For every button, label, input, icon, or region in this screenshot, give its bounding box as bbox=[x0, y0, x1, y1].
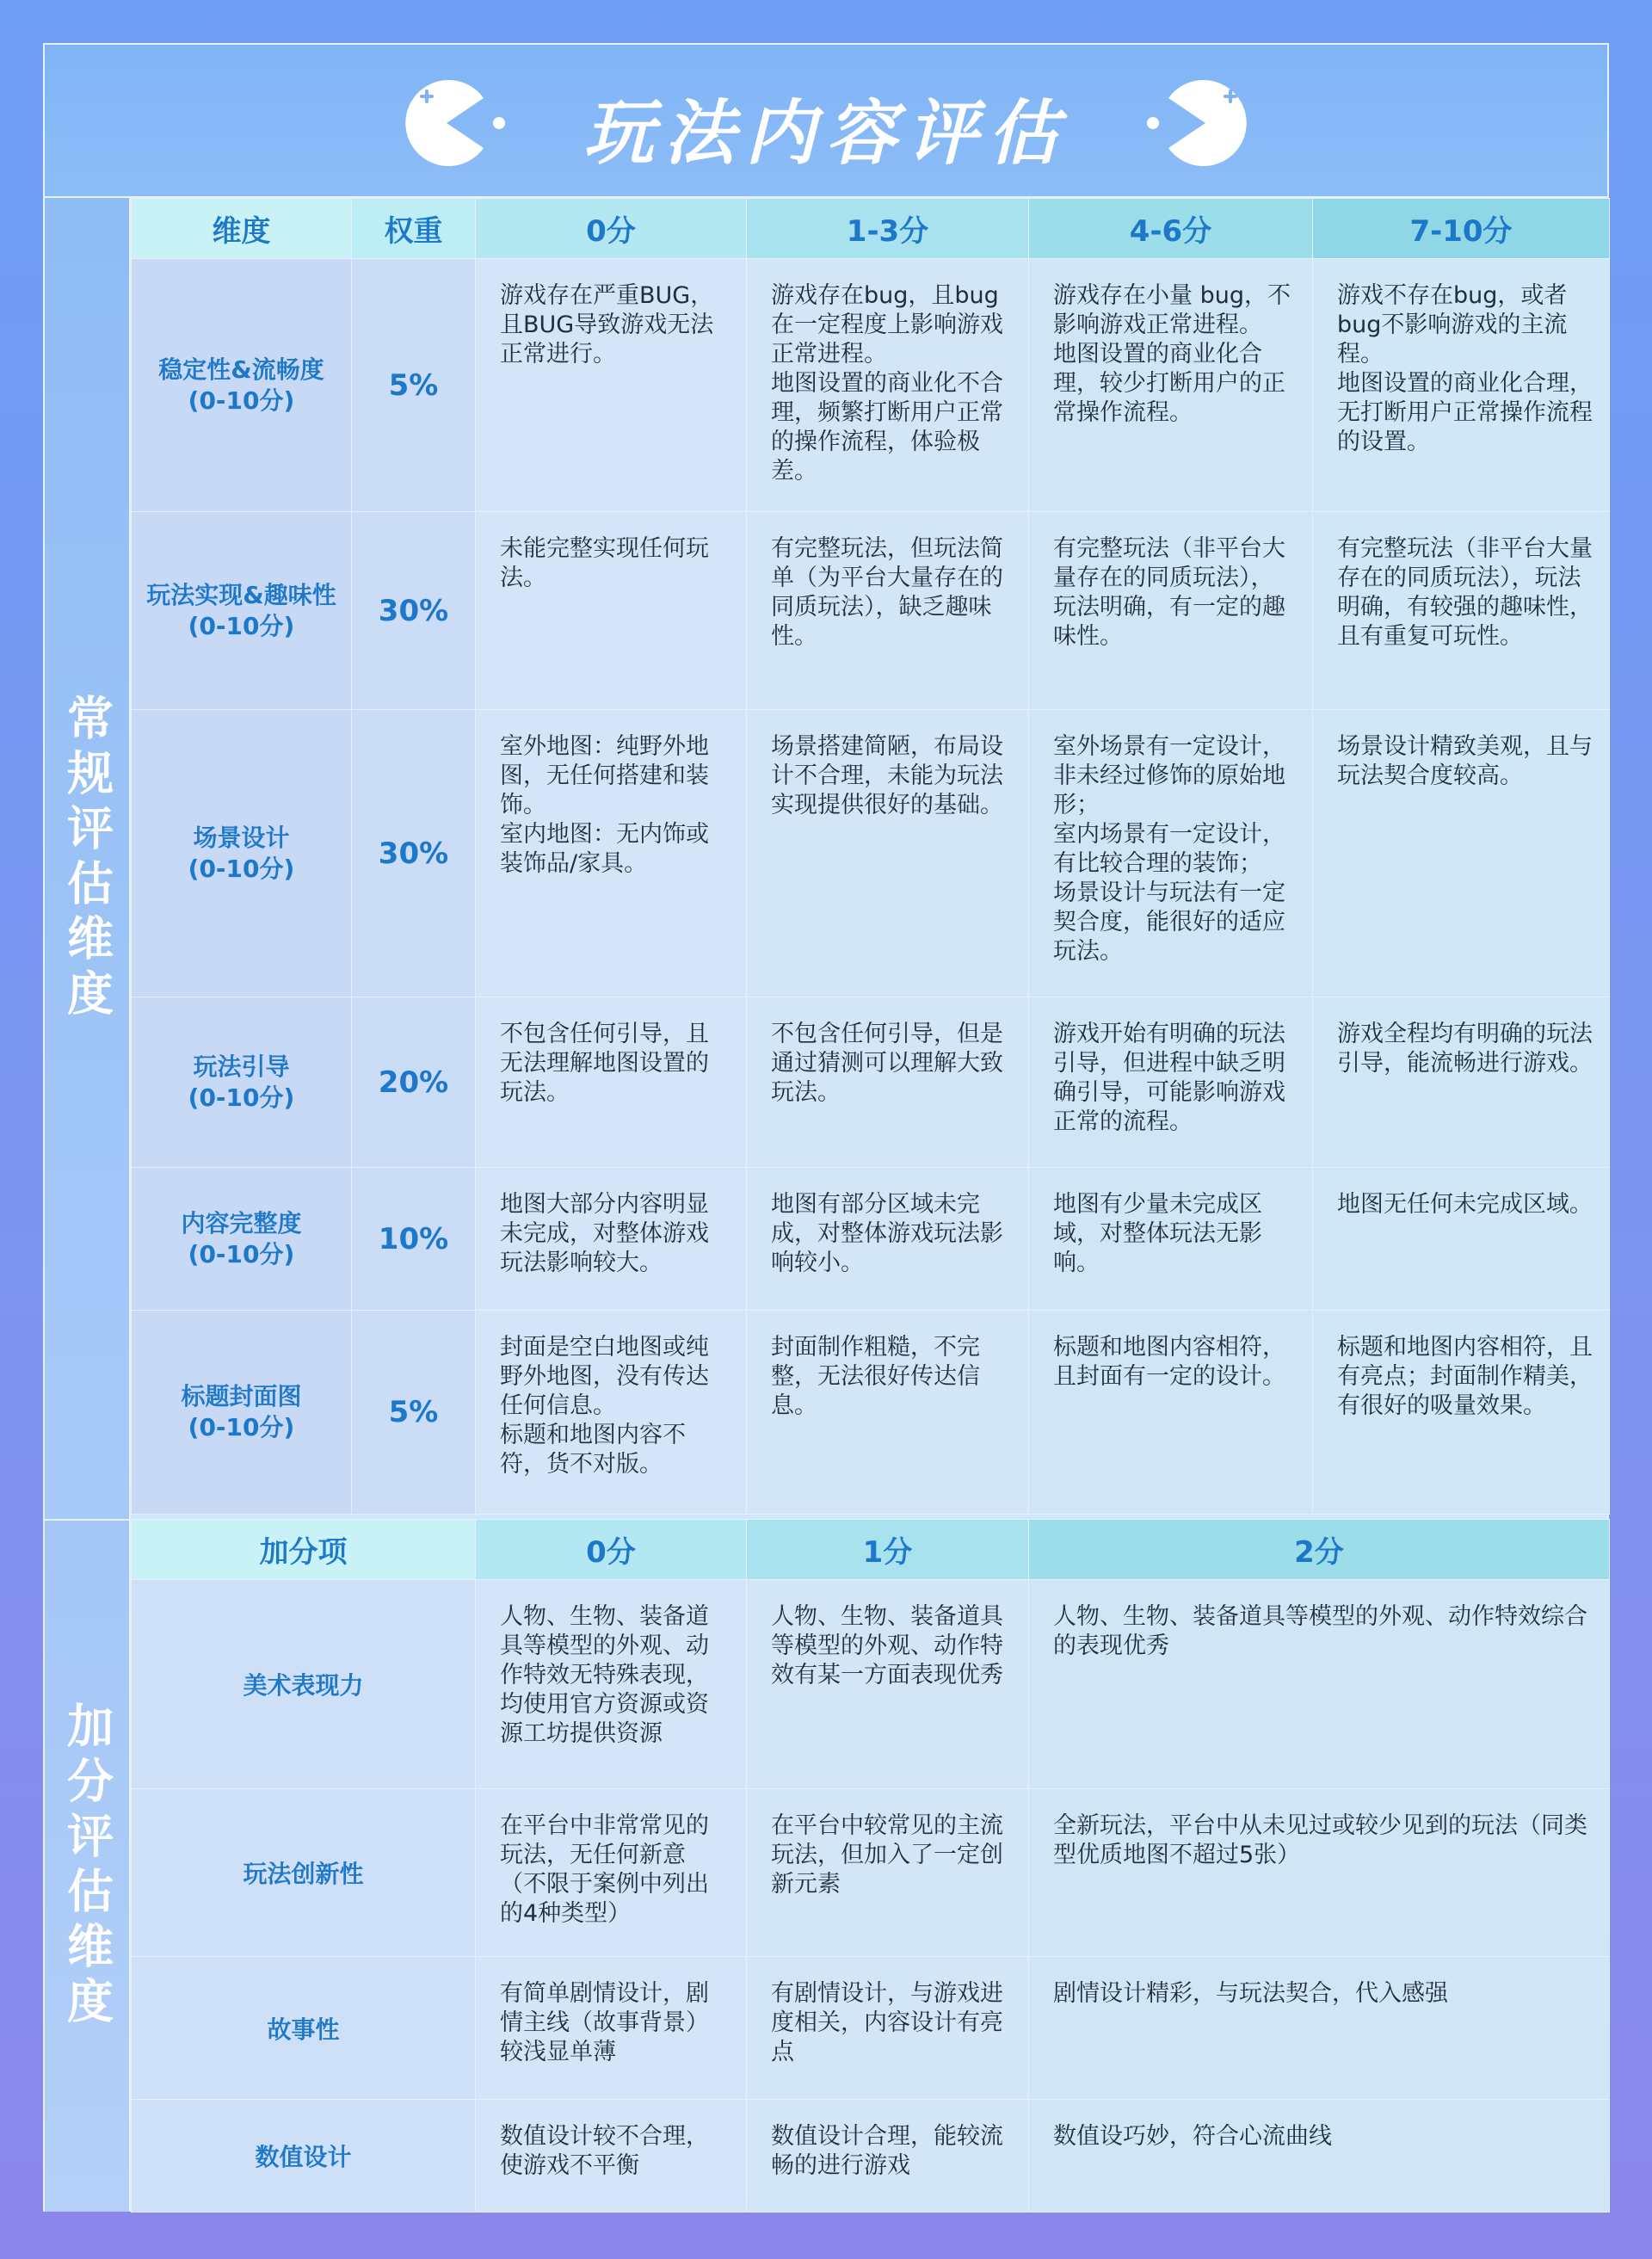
dimension-name: 场景设计 bbox=[193, 823, 290, 852]
dimension-cell bbox=[132, 1168, 352, 1311]
bonus-item-cell: 数值设计 bbox=[132, 2100, 476, 2213]
score-0-cell: 地图大部分内容明显未完成，对整体游戏玩法影响较大。 bbox=[476, 1168, 747, 1311]
score-7-10-cell: 游戏不存在bug，或者bug不影响游戏的主流程。 地图设置的商业化合理，无打断用户正常操作流程的设置。 bbox=[1313, 259, 1610, 512]
table-row bbox=[132, 512, 1610, 710]
dimension-name: 稳定性&流畅度 bbox=[158, 355, 324, 384]
header-banner bbox=[45, 45, 1607, 198]
table-row bbox=[132, 1580, 1610, 1789]
score-1-3-cell: 封面制作粗糙，不完整，无法很好传达信息。 bbox=[747, 1311, 1029, 1515]
bonus-section-label-text: 加分评估维度 bbox=[59, 1700, 114, 2032]
dimension-range: (0-10分) bbox=[188, 386, 295, 415]
table-row bbox=[132, 1168, 1610, 1311]
table-row bbox=[132, 710, 1610, 997]
dimension-cell bbox=[132, 1311, 352, 1515]
score-1-3-cell: 场景搭建简陋，布局设计不合理，未能为玩法实现提供很好的基础。 bbox=[747, 710, 1029, 997]
table-row bbox=[132, 259, 1610, 512]
score-7-10-cell: 标题和地图内容相符，且有亮点；封面制作精美，有很好的吸量效果。 bbox=[1313, 1311, 1610, 1515]
score-0-cell: 不包含任何引导，且无法理解地图设置的玩法。 bbox=[476, 997, 747, 1168]
score-7-10-cell: 场景设计精致美观，且与玩法契合度较高。 bbox=[1313, 710, 1610, 997]
header-bonus-2: 2分 bbox=[1029, 1520, 1610, 1580]
page-title: 玩法内容评估 bbox=[583, 93, 1069, 175]
score-1-3-cell: 不包含任何引导，但是通过猜测可以理解大致玩法。 bbox=[747, 997, 1029, 1168]
regular-section-label-text: 常规评估维度 bbox=[59, 693, 114, 1024]
bonus-2-cell: 数值设巧妙，符合心流曲线 bbox=[1029, 2100, 1610, 2213]
score-1-3-cell: 地图有部分区域未完成，对整体游戏玩法影响较小。 bbox=[747, 1168, 1029, 1311]
evaluation-card bbox=[43, 43, 1609, 2212]
dimension-name: 标题封面图 bbox=[181, 1382, 302, 1410]
dimension-cell bbox=[132, 259, 352, 512]
weight-cell: 5% bbox=[352, 259, 476, 512]
regular-evaluation-table bbox=[131, 198, 1610, 1515]
bonus-0-cell: 人物、生物、装备道具等模型的外观、动作特效无特殊表现，均使用官方资源或资源工坊提供资源 bbox=[476, 1580, 747, 1789]
score-1-3-cell: 有完整玩法，但玩法简单（为平台大量存在的同质玩法），缺乏趣味性。 bbox=[747, 512, 1029, 710]
score-7-10-cell: 游戏全程均有明确的玩法引导，能流畅进行游戏。 bbox=[1313, 997, 1610, 1168]
table-row bbox=[132, 2100, 1610, 2213]
header-score-0: 0分 bbox=[476, 199, 747, 259]
pacman-right-icon bbox=[1134, 76, 1254, 170]
bonus-section-label bbox=[45, 1519, 131, 2212]
weight-cell: 5% bbox=[352, 1311, 476, 1515]
header-score-4-6: 4-6分 bbox=[1029, 199, 1313, 259]
table-row bbox=[132, 1789, 1610, 1957]
weight-cell: 10% bbox=[352, 1168, 476, 1311]
table-header-row bbox=[132, 199, 1610, 259]
bonus-1-cell: 人物、生物、装备道具等模型的外观、动作特效有某一方面表现优秀 bbox=[747, 1580, 1029, 1789]
header-bonus-0: 0分 bbox=[476, 1520, 747, 1580]
bonus-2-cell: 剧情设计精彩，与玩法契合，代入感强 bbox=[1029, 1957, 1610, 2100]
bonus-1-cell: 在平台中较常见的主流玩法，但加入了一定创新元素 bbox=[747, 1789, 1029, 1957]
score-4-6-cell: 地图有少量未完成区域，对整体玩法无影响。 bbox=[1029, 1168, 1313, 1311]
header-score-1-3: 1-3分 bbox=[747, 199, 1029, 259]
header-score-7-10: 7-10分 bbox=[1313, 199, 1610, 259]
bonus-1-cell: 有剧情设计，与游戏进度相关，内容设计有亮点 bbox=[747, 1957, 1029, 2100]
bonus-0-cell: 有简单剧情设计，剧情主线（故事背景）较浅显单薄 bbox=[476, 1957, 747, 2100]
score-4-6-cell: 有完整玩法（非平台大量存在的同质玩法），玩法明确，有一定的趣味性。 bbox=[1029, 512, 1313, 710]
weight-cell: 30% bbox=[352, 512, 476, 710]
score-4-6-cell: 游戏开始有明确的玩法引导，但进程中缺乏明确引导，可能影响游戏正常的流程。 bbox=[1029, 997, 1313, 1168]
bonus-2-cell: 全新玩法，平台中从未见过或较少见到的玩法（同类型优质地图不超过5张） bbox=[1029, 1789, 1610, 1957]
bonus-header-row bbox=[132, 1520, 1610, 1580]
header-weight: 权重 bbox=[352, 199, 476, 259]
header-bonus-1: 1分 bbox=[747, 1520, 1029, 1580]
bonus-item-cell: 美术表现力 bbox=[132, 1580, 476, 1789]
bonus-1-cell: 数值设计合理，能较流畅的进行游戏 bbox=[747, 2100, 1029, 2213]
dimension-range: (0-10分) bbox=[188, 1083, 295, 1112]
bonus-2-cell: 人物、生物、装备道具等模型的外观、动作特效综合的表现优秀 bbox=[1029, 1580, 1610, 1789]
bonus-item-cell: 玩法创新性 bbox=[132, 1789, 476, 1957]
regular-section-label bbox=[45, 198, 131, 1519]
bonus-item-cell: 故事性 bbox=[132, 1957, 476, 2100]
score-1-3-cell: 游戏存在bug，且bug在一定程度上影响游戏正常进程。 地图设置的商业化不合理，频繁打断用户正常的操作流程，体验极差。 bbox=[747, 259, 1029, 512]
score-7-10-cell: 地图无任何未完成区域。 bbox=[1313, 1168, 1610, 1311]
score-4-6-cell: 游戏存在小量 bug，不影响游戏正常进程。 地图设置的商业化合理，较少打断用户的正常操作流程。 bbox=[1029, 259, 1313, 512]
dimension-name: 玩法实现&趣味性 bbox=[146, 580, 336, 609]
score-4-6-cell: 室外场景有一定设计，非未经过修饰的原始地形； 室内场景有一定设计，有比较合理的装饰； 场景设计与玩法有一定契合度，能很好的适应玩法。 bbox=[1029, 710, 1313, 997]
bonus-0-cell: 在平台中非常常见的玩法，无任何新意（不限于案例中列出的4种类型） bbox=[476, 1789, 747, 1957]
dimension-range: (0-10分) bbox=[188, 611, 295, 640]
dimension-cell bbox=[132, 710, 352, 997]
score-7-10-cell: 有完整玩法（非平台大量存在的同质玩法），玩法明确，有较强的趣味性，且有重复可玩性。 bbox=[1313, 512, 1610, 710]
weight-cell: 20% bbox=[352, 997, 476, 1168]
score-0-cell: 未能完整实现任何玩法。 bbox=[476, 512, 747, 710]
dimension-cell bbox=[132, 512, 352, 710]
dimension-name: 内容完整度 bbox=[181, 1208, 302, 1238]
header-dimension: 维度 bbox=[132, 199, 352, 259]
dimension-range: (0-10分) bbox=[188, 854, 295, 883]
table-row bbox=[132, 997, 1610, 1168]
bonus-evaluation-table bbox=[131, 1519, 1610, 2213]
bonus-0-cell: 数值设计较不合理，使游戏不平衡 bbox=[476, 2100, 747, 2213]
dimension-range: (0-10分) bbox=[188, 1413, 295, 1441]
score-0-cell: 室外地图：纯野外地图，无任何搭建和装饰。 室内地图：无内饰或装饰品/家具。 bbox=[476, 710, 747, 997]
dimension-cell bbox=[132, 997, 352, 1168]
table-row bbox=[132, 1957, 1610, 2100]
dimension-range: (0-10分) bbox=[188, 1239, 295, 1268]
score-0-cell: 游戏存在严重BUG，且BUG导致游戏无法正常进行。 bbox=[476, 259, 747, 512]
dimension-name: 玩法引导 bbox=[193, 1052, 290, 1081]
table-row bbox=[132, 1311, 1610, 1515]
weight-cell: 30% bbox=[352, 710, 476, 997]
header-bonus-item: 加分项 bbox=[132, 1520, 476, 1580]
score-0-cell: 封面是空白地图或纯野外地图，没有传达任何信息。 标题和地图内容不符，货不对版。 bbox=[476, 1311, 747, 1515]
score-4-6-cell: 标题和地图内容相符，且封面有一定的设计。 bbox=[1029, 1311, 1313, 1515]
